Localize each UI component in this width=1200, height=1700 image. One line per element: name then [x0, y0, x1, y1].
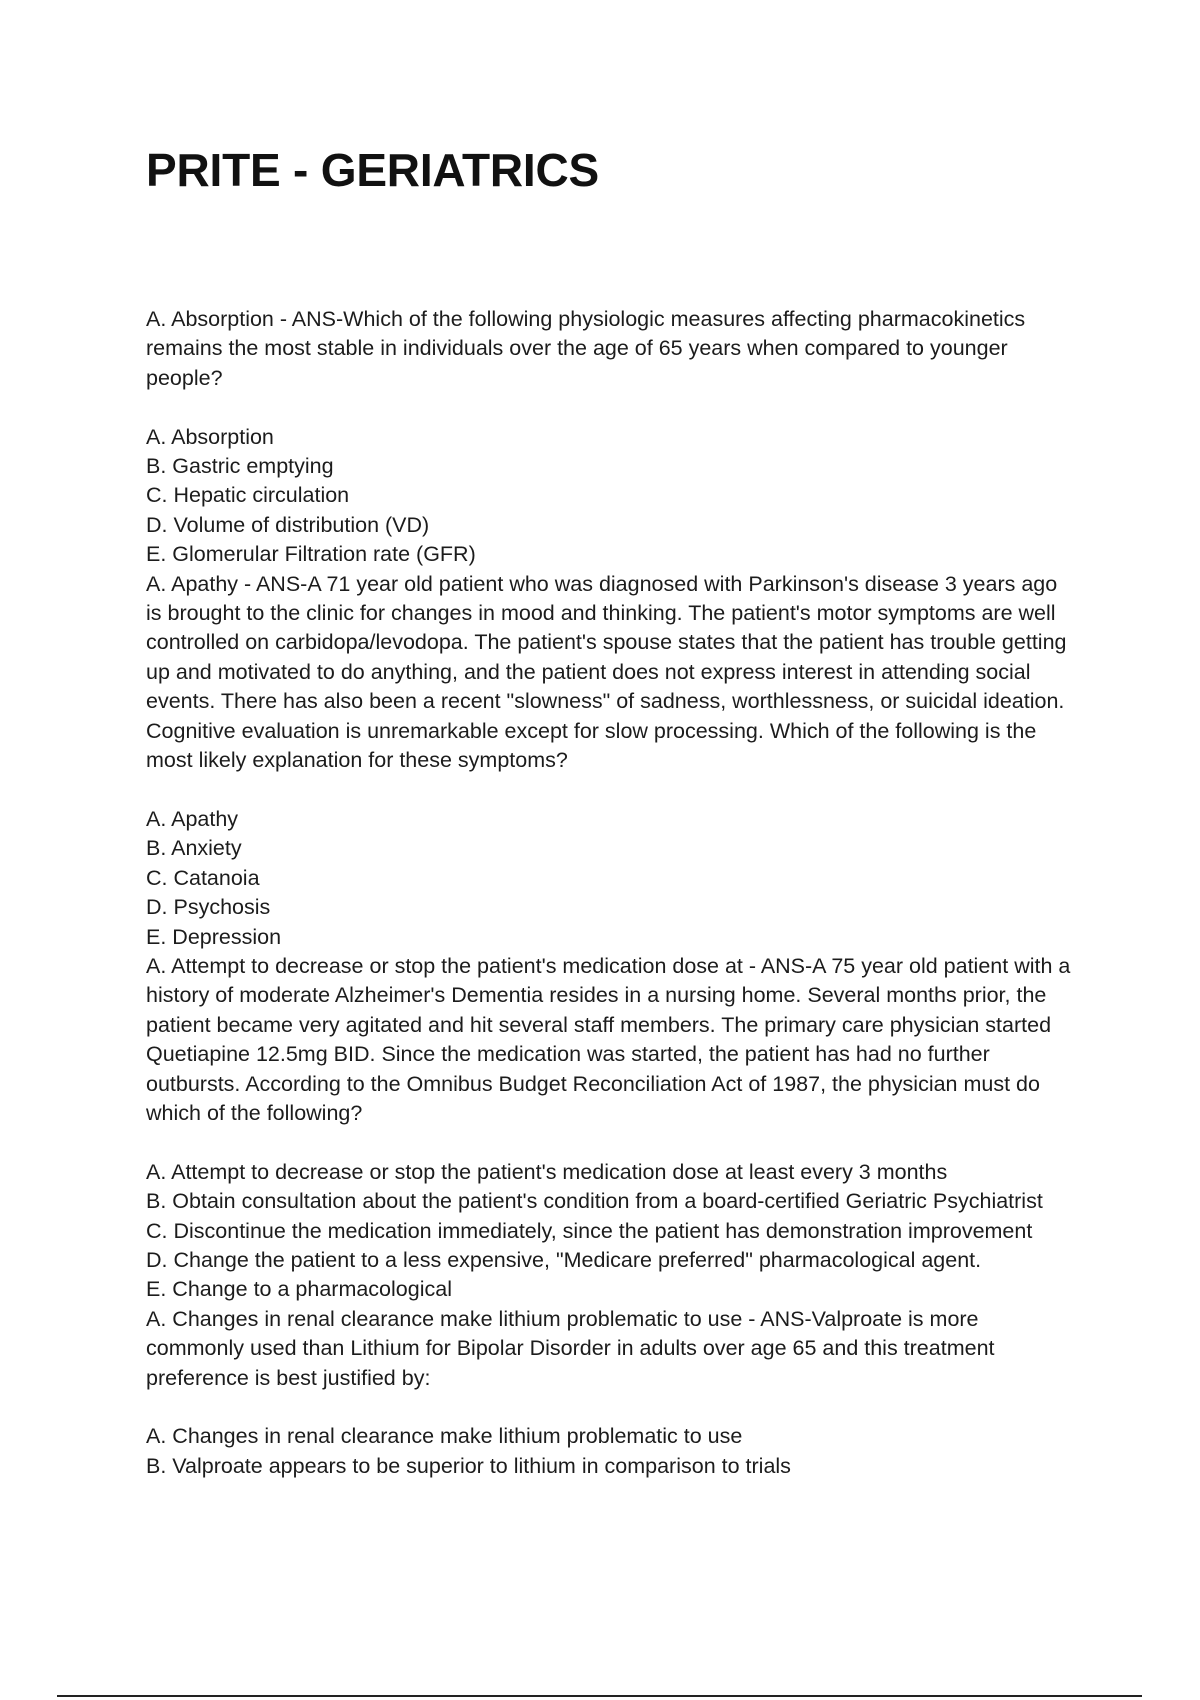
answer-option: A. Attempt to decrease or stop the patient's medication dose at least every 3 months: [146, 1159, 948, 1184]
question-text: A. Changes in renal clearance make lithium problematic to use - ANS-Valproate is more commonly used than Lithium for Bipolar Disorder in adults over age 65 and this treatment preference is best justified by:: [146, 1306, 995, 1390]
question-block-1: [146, 305, 1076, 570]
answer-option: A. Absorption: [146, 424, 274, 449]
answer-option: B. Valproate appears to be superior to lithium in comparison to trials: [146, 1453, 791, 1478]
answer-option: B. Anxiety: [146, 836, 242, 861]
answer-option: A. Apathy: [146, 806, 239, 831]
answer-option: E. Change to a pharmacological: [146, 1277, 452, 1302]
answer-options: [146, 423, 1076, 570]
answer-options: [146, 1422, 1076, 1481]
answer-option: C. Catanoia: [146, 865, 260, 890]
answer-option: C. Hepatic circulation: [146, 483, 350, 508]
document-body: [146, 305, 1076, 1481]
answer-option: E. Depression: [146, 924, 282, 949]
answer-option: B. Obtain consultation about the patient's condition from a board-certified Geriatric Psychiatrist: [146, 1189, 1043, 1214]
answer-option: C. Discontinue the medication immediately, since the patient has demonstration improvement: [146, 1218, 1033, 1243]
answer-option: E. Glomerular Filtration rate (GFR): [146, 542, 476, 567]
answer-option: D. Psychosis: [146, 895, 271, 920]
answer-options: [146, 1158, 1076, 1305]
answer-option: B. Gastric emptying: [146, 454, 334, 479]
answer-options: [146, 805, 1076, 952]
question-text: A. Attempt to decrease or stop the patient's medication dose at - ANS-A 75 year old patient with a history of moderate Alzheimer's Dementia resides in a nursing home. Several months prior, the patient became very agitated and hit several staff members. The primary care physician started Quetiapine 12.5mg BID. Since the medication was started, the patient has had no further outbursts. According to the Omnibus Budget Reconciliation Act of 1987, the physician must do which of the following?: [146, 953, 1071, 1125]
answer-option: A. Changes in renal clearance make lithium problematic to use: [146, 1424, 743, 1449]
question-block-2: [146, 570, 1076, 952]
question-block-3: [146, 952, 1076, 1305]
question-block-4: [146, 1305, 1076, 1481]
question-text: A. Apathy - ANS-A 71 year old patient who was diagnosed with Parkinson's disease 3 years ago is brought to the clinic for changes in mood and thinking. The patient's motor symptoms are well controlled on carbidopa/levodopa. The patient's spouse states that the patient has trouble getting up and motivated to do anything, and the patient does not express interest in attending social events. There has also been a recent "slowness" of sadness, worthlessness, or suicidal ideation. Cognitive evaluation is unremarkable except for slow processing. Which of the following is the most likely explanation for these symptoms?: [146, 571, 1067, 773]
answer-option: D. Change the patient to a less expensive, "Medicare preferred" pharmacological agent.: [146, 1247, 982, 1272]
footer-divider: [57, 1695, 1142, 1697]
answer-option: D. Volume of distribution (VD): [146, 512, 430, 537]
document-title: PRITE - GERIATRICS: [146, 144, 600, 196]
question-text: A. Absorption - ANS-Which of the following physiologic measures affecting pharmacokinetics remains the most stable in individuals over the age of 65 years when compared to younger people?: [146, 307, 1026, 390]
